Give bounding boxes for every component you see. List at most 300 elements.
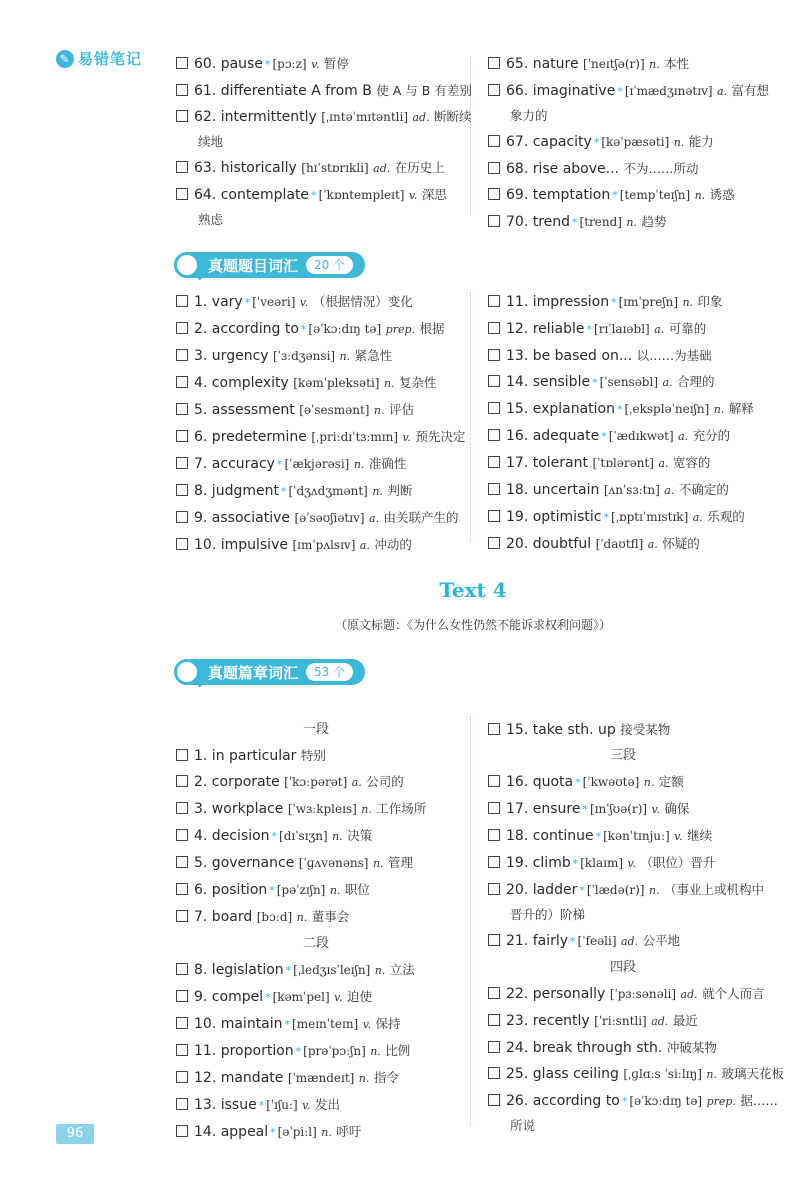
chinese-meaning: 指令 — [373, 1070, 399, 1085]
paragraph-heading: 四段 — [609, 960, 636, 975]
phonetic: [bɔːd] — [256, 910, 293, 924]
vocab-word: 16. quota — [506, 774, 574, 790]
vocab-entry — [488, 451, 788, 476]
phonetic: [ˈækjərəsi] — [284, 457, 350, 471]
chinese-meaning: 比例 — [385, 1043, 411, 1058]
checkbox[interactable] — [176, 457, 188, 469]
chinese-meaning: 冲动的 — [374, 537, 412, 552]
note-icon: ✎ — [56, 50, 74, 68]
phonetic: [ˌekspləˈneɪʃn] — [624, 402, 710, 416]
vocab-entry — [176, 905, 476, 930]
part-of-speech: n. — [648, 884, 660, 897]
checkbox[interactable] — [176, 484, 188, 496]
phonetic: [ˌɒptɪˈmɪstɪk] — [610, 510, 689, 524]
part-of-speech: prep. — [385, 323, 416, 336]
checkbox[interactable] — [176, 1125, 188, 1137]
vocab-word: 62. intermittently — [194, 109, 317, 125]
star-icon: * — [617, 403, 623, 416]
chinese-meaning: 立法 — [389, 962, 415, 977]
chinese-meaning: 合理的 — [676, 374, 715, 389]
vocab-word: 67. capacity — [506, 134, 592, 150]
vocab-word: 70. trend — [506, 214, 571, 230]
checkbox[interactable] — [176, 161, 188, 173]
phonetic: [ˌledʒɪsˈleɪʃn] — [293, 963, 371, 977]
part-of-speech: n. — [383, 377, 395, 390]
checkbox[interactable] — [488, 349, 500, 361]
chinese-meaning: 准确性 — [368, 456, 407, 471]
part-of-speech: a. — [359, 539, 370, 552]
vocab-word: 66. imaginative — [506, 83, 616, 99]
phonetic: [ˈmændeɪt] — [287, 1071, 355, 1085]
vocab-word: 14. appeal — [194, 1124, 269, 1140]
checkbox[interactable] — [176, 1071, 188, 1083]
vocab-entry — [176, 371, 476, 396]
vocab-word: 3. workplace — [194, 801, 284, 817]
part-of-speech: n. — [673, 136, 685, 149]
phonetic: [ˈsensəbl] — [599, 375, 659, 389]
vocab-word: 15. explanation — [506, 401, 615, 417]
checkbox[interactable] — [488, 987, 500, 999]
star-icon: * — [593, 136, 600, 149]
part-of-speech: n. — [626, 216, 638, 229]
phonetic: [kəmˈpel] — [272, 990, 330, 1004]
phonetic: [ˈɪʃuː] — [266, 1098, 298, 1112]
part-of-speech: a. — [654, 323, 665, 336]
checkbox[interactable] — [176, 802, 188, 814]
part-of-speech: ad. — [412, 111, 430, 124]
chinese-meaning: 据…… — [740, 1093, 778, 1108]
vocab-word: 60. pause — [194, 56, 263, 72]
chinese-meaning: 深思 — [421, 187, 447, 202]
part-of-speech: n. — [713, 403, 725, 416]
vocab-entry — [176, 290, 476, 315]
phonetic: [ˈneɪtʃə(r)] — [583, 57, 645, 71]
chinese-meaning: 在历史上 — [394, 160, 445, 175]
phonetic: [əˈsesmənt] — [299, 403, 370, 417]
checkbox[interactable] — [176, 1098, 188, 1110]
vocab-entry — [488, 130, 788, 155]
checkbox[interactable] — [176, 84, 188, 96]
vocab-entry — [488, 718, 788, 742]
checkbox[interactable] — [176, 749, 188, 761]
star-icon: * — [244, 296, 251, 309]
chinese-meaning: 以……为基础 — [636, 348, 712, 363]
vocab-entry — [176, 770, 476, 795]
vocab-entry — [176, 797, 476, 822]
checkbox[interactable] — [176, 963, 188, 975]
phonetic: [ˈfeəli] — [577, 934, 617, 948]
vocab-entry — [488, 370, 788, 395]
phonetic: [əˈsəʊʃiətɪv] — [294, 511, 365, 525]
phonetic: [əˈkɔːdɪŋ tə] — [629, 1094, 703, 1108]
star-icon: * — [570, 935, 576, 948]
vocab-entry — [488, 290, 788, 315]
part-of-speech: n. — [374, 964, 386, 977]
article-subtitle: （原文标题：《为什么女性仍然不能诉求权利问题》） — [334, 618, 611, 632]
checkbox[interactable] — [176, 57, 188, 69]
part-of-speech: a. — [351, 776, 362, 789]
part-of-speech: v. — [334, 991, 343, 1004]
vocab-word: 17. ensure — [506, 801, 581, 817]
vocab-entry — [176, 1039, 476, 1064]
banner-title: 真题篇章词汇 — [208, 663, 299, 682]
vocab-word: 10. maintain — [194, 1016, 283, 1032]
checkbox[interactable] — [488, 829, 500, 841]
checkbox[interactable] — [176, 188, 188, 200]
vocab-entry — [488, 851, 788, 876]
star-icon: * — [572, 216, 578, 229]
section-banner-question-words — [174, 251, 365, 279]
phonetic: [ˌpriːdɪˈtɜːmɪn] — [311, 430, 399, 444]
vocab-word: 2. corporate — [194, 774, 280, 790]
vocab-entry — [176, 533, 476, 558]
chinese-meaning: 怀疑的 — [662, 536, 700, 551]
checkbox[interactable] — [488, 1041, 500, 1053]
phonetic: [ˈtɒlərənt] — [592, 456, 654, 470]
chinese-meaning: 断断续 — [434, 109, 472, 124]
phonetic: [əˈkɔːdɪŋ tə] — [308, 322, 382, 336]
vocab-entry — [488, 878, 788, 927]
star-icon: * — [611, 296, 617, 309]
vocab-word: 10. impulsive — [194, 537, 288, 553]
phonetic: [ˈkwəʊtə] — [582, 775, 640, 789]
part-of-speech: n. — [370, 1045, 381, 1058]
chinese-meaning: 不为……所动 — [623, 161, 699, 176]
vocab-word: 24. break through sth. — [506, 1040, 663, 1056]
vocab-entry — [176, 1093, 476, 1118]
chinese-meaning: 最近 — [672, 1013, 698, 1028]
part-of-speech: v. — [402, 431, 411, 444]
vocab-word: 9. compel — [194, 989, 264, 1005]
phonetic: [ˈveəri] — [252, 295, 296, 309]
mid-left-column — [176, 290, 476, 560]
phonetic: [ˈædɪkwət] — [608, 429, 674, 443]
checkbox[interactable] — [488, 57, 500, 69]
vocab-entry — [176, 824, 476, 849]
checkbox[interactable] — [488, 883, 500, 895]
checkbox[interactable] — [176, 829, 188, 841]
vocab-word: 23. recently — [506, 1013, 590, 1029]
vocab-entry — [176, 985, 476, 1010]
phonetic: [ˈkɒntempleɪt] — [318, 188, 405, 202]
vocab-word: 8. judgment — [194, 483, 279, 499]
part-of-speech: v. — [299, 296, 309, 309]
star-icon: * — [592, 376, 598, 389]
meaning-continuation: 续地 — [198, 134, 224, 149]
checkbox[interactable] — [488, 856, 500, 868]
chinese-meaning: （职位）晋升 — [640, 855, 716, 870]
part-of-speech: ad. — [651, 1015, 669, 1028]
banner-title: 真题题目词汇 — [208, 256, 299, 275]
vocab-word: 13. issue — [194, 1097, 257, 1113]
phonetic: [ˈɜːdʒənsi] — [273, 349, 336, 363]
part-of-speech: n. — [649, 58, 660, 71]
chinese-meaning: 趋势 — [641, 214, 667, 229]
phonetic: [ˌɪntəˈmɪtəntli] — [321, 110, 409, 124]
vocab-word: 12. reliable — [506, 321, 585, 337]
banner-count: 20 个 — [306, 256, 353, 274]
phonetic: [kənˈtɪnjuː] — [603, 829, 670, 843]
checkbox[interactable] — [176, 910, 188, 922]
vocab-word: 17. tolerant — [506, 455, 588, 471]
page-number: 96 — [56, 1124, 94, 1144]
part-of-speech: a. — [658, 457, 669, 470]
vocab-word: 20. ladder — [506, 882, 578, 898]
checkbox[interactable] — [488, 1094, 500, 1106]
star-icon: * — [285, 964, 292, 977]
chinese-meaning: 职位 — [344, 882, 370, 897]
brand-logo-text: 易错笔记 — [78, 50, 143, 68]
vocab-entry — [488, 397, 788, 422]
phonetic: [kəmˈpleksəti] — [293, 376, 380, 390]
vocab-entry — [488, 344, 788, 368]
part-of-speech: ad. — [620, 935, 639, 948]
part-of-speech: ad. — [680, 988, 698, 1001]
chinese-meaning: 公司的 — [366, 774, 404, 789]
part-of-speech: n. — [643, 776, 655, 789]
checkbox[interactable] — [176, 1044, 188, 1056]
chinese-meaning: 宽容的 — [672, 455, 711, 470]
checkbox[interactable] — [488, 775, 500, 787]
vocab-word: 1. vary — [194, 294, 243, 310]
checkbox[interactable] — [488, 456, 500, 468]
meaning-continuation: 象力的 — [510, 108, 548, 123]
checkbox[interactable] — [488, 295, 500, 307]
banner-count: 53 个 — [306, 663, 353, 681]
star-icon: * — [276, 458, 283, 471]
mid-right-column — [488, 290, 788, 559]
phonetic: [hɪˈstɒrɪkli] — [301, 161, 369, 175]
checkbox[interactable] — [488, 402, 500, 414]
star-icon: * — [601, 430, 607, 443]
vocab-entry — [488, 478, 788, 503]
phonetic: [ɪmˈpreʃn] — [618, 295, 678, 309]
phonetic: [trend] — [579, 215, 622, 229]
chinese-meaning: 冲破某物 — [666, 1040, 717, 1055]
top-left-column — [176, 52, 476, 234]
text-title: Text 4 — [439, 578, 507, 602]
checkbox[interactable] — [488, 1067, 500, 1079]
chinese-meaning: 工作场所 — [376, 801, 427, 816]
vocab-word: 13. be based on... — [506, 348, 633, 364]
chinese-meaning: 能力 — [688, 134, 714, 149]
vocab-entry — [176, 851, 476, 876]
vocab-word: 3. urgency — [194, 348, 269, 364]
bottom-left-column — [176, 718, 476, 1147]
chinese-meaning: 呼吁 — [336, 1124, 362, 1139]
checkbox[interactable] — [176, 856, 188, 868]
vocab-entry — [488, 770, 788, 795]
vocab-word: 1. in particular — [194, 748, 297, 764]
vocab-entry — [176, 344, 476, 369]
phonetic: [ɪnˈʃʊə(r)] — [589, 802, 648, 816]
chinese-meaning: （事业上或机构中 — [664, 882, 765, 897]
part-of-speech: a. — [369, 512, 380, 525]
checkbox[interactable] — [176, 295, 188, 307]
vocab-entry — [176, 452, 476, 477]
chinese-meaning: 充分的 — [692, 428, 731, 443]
phonetic: [ˈriːsntli] — [594, 1014, 647, 1028]
phonetic: [dɪˈsɪʒn] — [279, 829, 328, 843]
star-icon: * — [280, 485, 287, 498]
chinese-meaning: 评估 — [388, 402, 414, 417]
checkbox[interactable] — [488, 510, 500, 522]
checkbox[interactable] — [176, 990, 188, 1002]
banner-bar — [190, 659, 365, 685]
chinese-meaning: 决策 — [347, 828, 373, 843]
star-icon: * — [586, 323, 593, 336]
phonetic: [ˈkɔːpərət] — [284, 775, 348, 789]
checkbox[interactable] — [176, 349, 188, 361]
chinese-meaning: 继续 — [687, 828, 713, 843]
part-of-speech: n. — [353, 458, 365, 471]
phonetic: [ˈdaʊtfl] — [595, 537, 644, 551]
checkbox[interactable] — [488, 429, 500, 441]
checkbox[interactable] — [176, 511, 188, 523]
chinese-meaning: 乐观的 — [707, 509, 745, 524]
vocab-entry — [176, 398, 476, 423]
chinese-meaning: 接受某物 — [620, 722, 671, 737]
chinese-meaning: 可靠的 — [668, 321, 707, 336]
vocab-entry — [488, 317, 788, 342]
vocab-word: 5. assessment — [194, 402, 295, 418]
phonetic: [ˈpɜːsənəli] — [609, 987, 677, 1001]
checkbox[interactable] — [488, 215, 500, 227]
vocab-entry — [488, 929, 788, 954]
vocab-entry — [488, 424, 788, 449]
checkbox[interactable] — [176, 1017, 188, 1029]
vocab-word: 5. governance — [194, 855, 295, 871]
magnifier-icon — [174, 659, 200, 685]
part-of-speech: n. — [339, 350, 351, 363]
chinese-meaning: 预先决定 — [415, 429, 466, 444]
star-icon: * — [311, 189, 317, 202]
part-of-speech: n. — [694, 189, 706, 202]
checkbox[interactable] — [176, 376, 188, 388]
checkbox[interactable] — [176, 775, 188, 787]
star-icon: * — [270, 1126, 276, 1139]
checkbox[interactable] — [488, 483, 500, 495]
vocab-entry — [176, 79, 476, 103]
star-icon: * — [582, 803, 588, 816]
vocab-word: 14. sensible — [506, 374, 591, 390]
phonetic: [ˈlædə(r)] — [586, 883, 645, 897]
chinese-meaning: 保持 — [375, 1016, 401, 1031]
meaning-continuation: 熟虑 — [198, 212, 224, 227]
vocab-entry — [488, 982, 788, 1007]
phonetic: [əˈpiːl] — [277, 1125, 317, 1139]
vocab-word: 16. adequate — [506, 428, 600, 444]
chinese-meaning: 玻璃天花板 — [721, 1066, 784, 1081]
vocab-entry — [176, 317, 476, 342]
star-icon: * — [284, 1018, 291, 1031]
chinese-meaning: 暂停 — [323, 56, 349, 71]
vocab-word: 15. take sth. up — [506, 722, 616, 738]
phonetic: [rɪˈlaɪəbl] — [594, 322, 650, 336]
checkbox[interactable] — [488, 934, 500, 946]
phonetic: [ˌɡlɑːs ˈsiːlɪŋ] — [623, 1067, 702, 1081]
vocab-word: 69. temptation — [506, 187, 611, 203]
checkbox[interactable] — [488, 375, 500, 387]
phonetic: [ɪmˈpʌlsɪv] — [292, 538, 356, 552]
vocab-word: 7. accuracy — [194, 456, 275, 472]
part-of-speech: prep. — [706, 1095, 736, 1108]
part-of-speech: n. — [358, 1072, 370, 1085]
vocab-word: 7. board — [194, 909, 253, 925]
chinese-meaning: 本性 — [664, 56, 690, 71]
checkbox[interactable] — [488, 1014, 500, 1026]
chinese-meaning: 定额 — [658, 774, 684, 789]
phonetic: [meɪnˈteɪn] — [292, 1017, 359, 1031]
vocab-entry — [488, 824, 788, 849]
checkbox[interactable] — [488, 723, 500, 735]
checkbox[interactable] — [488, 322, 500, 334]
checkbox[interactable] — [488, 84, 500, 96]
vocab-word: 19. optimistic — [506, 509, 602, 525]
checkbox[interactable] — [176, 430, 188, 442]
chinese-meaning: 紧急性 — [354, 348, 393, 363]
vocab-word: 6. predetermine — [194, 429, 307, 445]
part-of-speech: n. — [329, 884, 341, 897]
part-of-speech: n. — [361, 803, 372, 816]
vocab-entry — [488, 505, 788, 530]
vocab-entry — [488, 79, 788, 128]
checkbox[interactable] — [176, 322, 188, 334]
vocab-entry — [176, 479, 476, 504]
vocab-word: 4. complexity — [194, 375, 289, 391]
vocab-entry — [176, 958, 476, 983]
checkbox[interactable] — [176, 110, 188, 122]
checkbox[interactable] — [488, 162, 500, 174]
vocab-entry — [488, 183, 788, 208]
checkbox[interactable] — [176, 403, 188, 415]
checkbox[interactable] — [488, 537, 500, 549]
checkbox[interactable] — [176, 538, 188, 550]
star-icon: * — [258, 1099, 265, 1112]
paragraph-heading: 二段 — [302, 936, 329, 951]
star-icon: * — [595, 830, 602, 843]
part-of-speech: v. — [627, 857, 636, 870]
chinese-meaning: 富有想 — [731, 83, 770, 98]
part-of-speech: a. — [664, 484, 675, 497]
checkbox[interactable] — [488, 135, 500, 147]
checkbox[interactable] — [176, 883, 188, 895]
star-icon: * — [575, 776, 581, 789]
checkbox[interactable] — [488, 802, 500, 814]
part-of-speech: a. — [662, 376, 673, 389]
part-of-speech: n. — [373, 404, 385, 417]
paragraph-heading: 一段 — [302, 722, 329, 737]
vocab-entry — [176, 1012, 476, 1037]
phonetic: [klaɪm] — [580, 856, 624, 870]
star-icon: * — [265, 991, 271, 1004]
vocab-word: 22. personally — [506, 986, 606, 1002]
phonetic: [ˈdʒʌdʒmənt] — [288, 484, 368, 498]
phonetic: [tempˈteɪʃn] — [619, 188, 691, 202]
vocab-entry — [488, 210, 788, 235]
part-of-speech: v. — [311, 58, 320, 71]
vocab-word: 21. fairly — [506, 933, 569, 949]
chinese-meaning: 诱惑 — [709, 187, 735, 202]
vocab-word: 12. mandate — [194, 1070, 284, 1086]
vocab-entry — [488, 532, 788, 557]
vocab-word: 4. decision — [194, 828, 270, 844]
vocab-word: 26. according to — [506, 1093, 620, 1109]
meaning-continuation: 晋升的）阶梯 — [510, 907, 586, 922]
checkbox[interactable] — [488, 188, 500, 200]
part-of-speech: n. — [321, 1126, 332, 1139]
part-of-speech: a. — [717, 85, 728, 98]
